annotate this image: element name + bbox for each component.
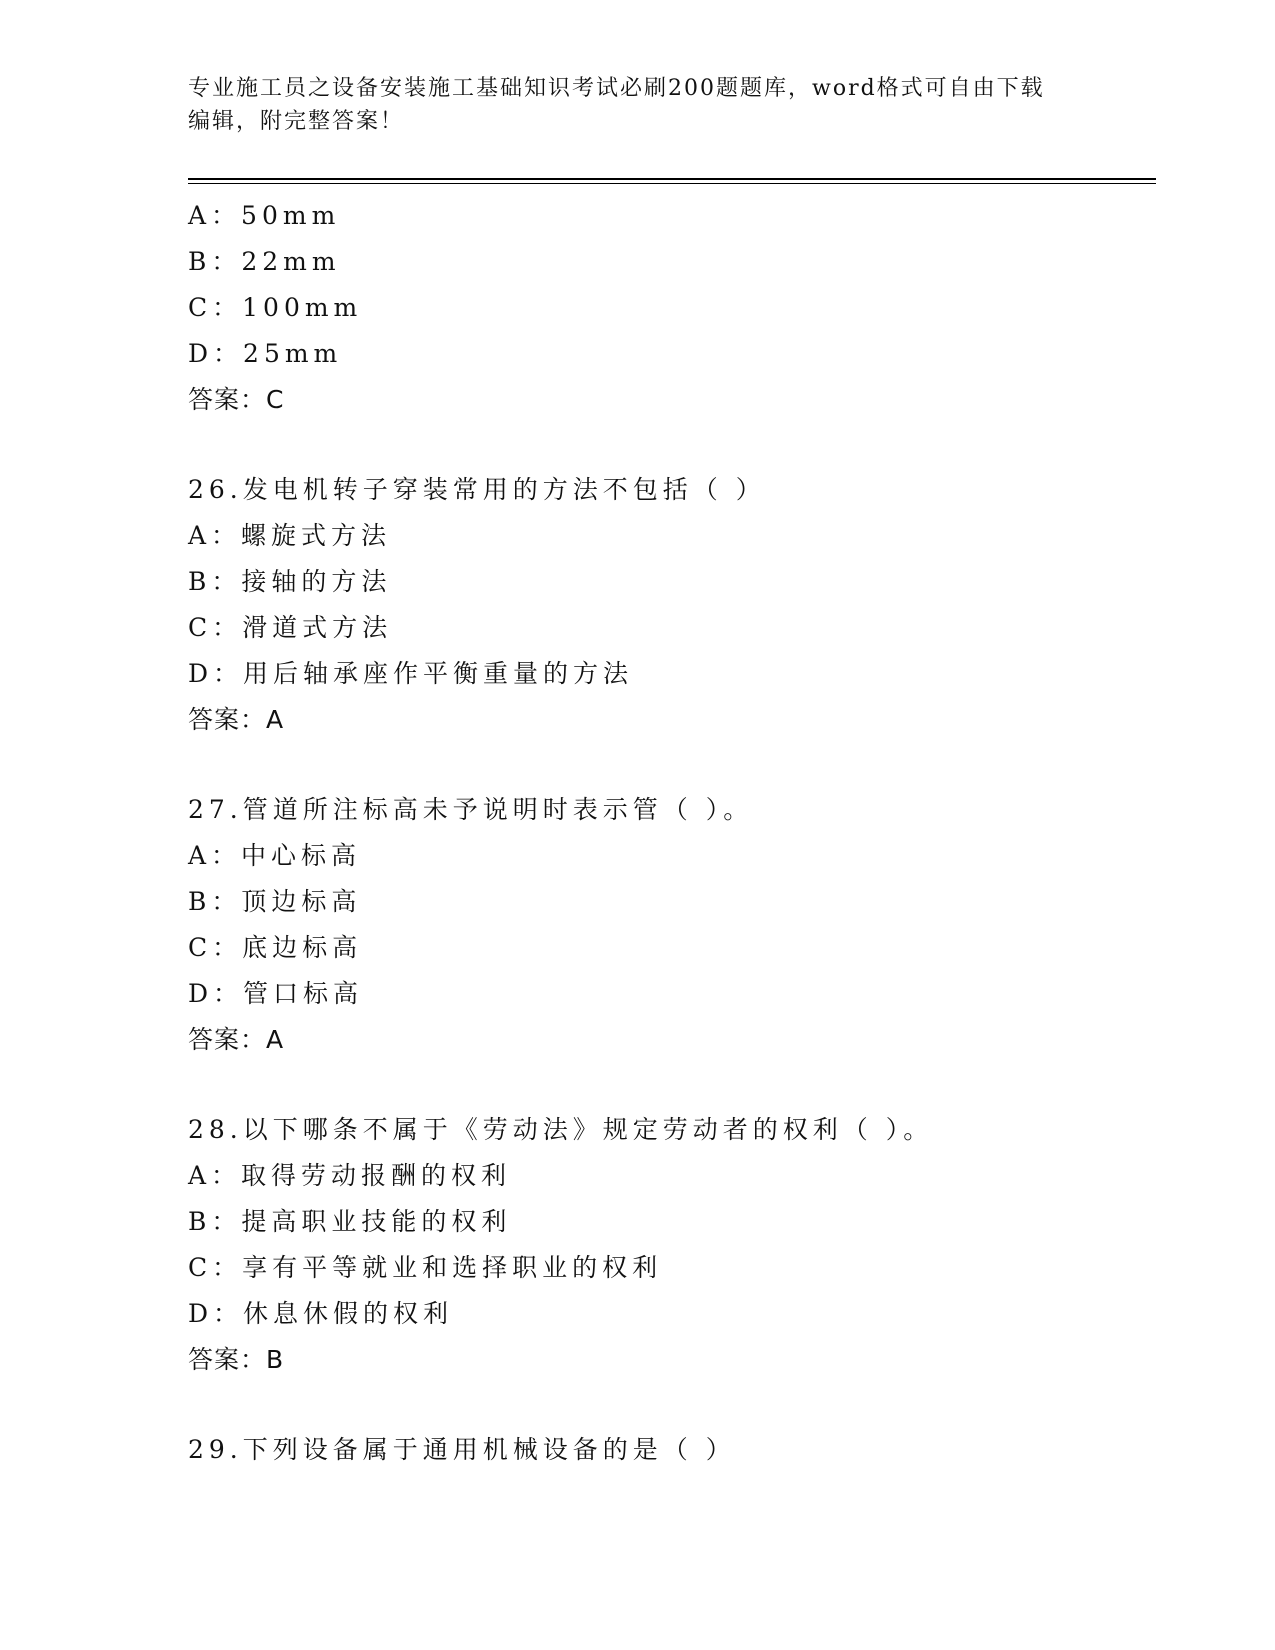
question-title: 26.发电机转子穿装常用的方法不包括（ ）	[188, 475, 766, 504]
header-rule-thin	[188, 183, 1156, 184]
header-rule-thick	[188, 178, 1156, 180]
block-spacer	[188, 1383, 1156, 1427]
question-block-26	[188, 467, 1156, 743]
question-title: 27.管道所注标高未予说明时表示管（ ）。	[188, 795, 754, 824]
question-title: 28.以下哪条不属于《劳动法》规定劳动者的权利（ ）。	[188, 1115, 934, 1144]
question-block-29	[188, 1427, 1156, 1473]
question-block-28	[188, 1107, 1156, 1383]
option-d: D：用后轴承座作平衡重量的方法	[188, 659, 634, 688]
header-line-2: 编辑，附完整答案！	[188, 109, 405, 134]
option-b: B：提高职业技能的权利	[188, 1207, 512, 1236]
block-spacer	[188, 423, 1156, 467]
option-b: B：接轴的方法	[188, 567, 392, 596]
option-a: A：取得劳动报酬的权利	[188, 1161, 512, 1190]
block-spacer	[188, 1063, 1156, 1107]
option-d: D：管口标高	[188, 979, 364, 1008]
document-header	[188, 72, 1088, 138]
answer-line: 答案：B	[188, 1345, 285, 1374]
option-c: C：滑道式方法	[188, 613, 393, 642]
question-title: 29.下列设备属于通用机械设备的是（ ）	[188, 1435, 736, 1464]
option-c: C：享有平等就业和选择职业的权利	[188, 1253, 663, 1282]
option-d: D：休息休假的权利	[188, 1299, 454, 1328]
option-a: A：螺旋式方法	[188, 521, 392, 550]
option-c: C：底边标高	[188, 933, 363, 962]
block-spacer	[188, 743, 1156, 787]
question-list	[188, 193, 1156, 1473]
question-block-25	[188, 193, 1156, 423]
option-b: B：顶边标高	[188, 887, 362, 916]
answer-line: 答案：A	[188, 705, 285, 734]
option-a: A：中心标高	[188, 841, 362, 870]
option-c: C：100mm	[188, 293, 363, 322]
option-b: B：22mm	[188, 247, 341, 276]
answer-line: 答案：A	[188, 1025, 285, 1054]
option-a: A：50mm	[188, 201, 341, 230]
answer-line: 答案：C	[188, 385, 285, 414]
option-d: D：25mm	[188, 339, 343, 368]
header-line-1: 专业施工员之设备安装施工基础知识考试必刷200题题库，word格式可自由下载	[188, 76, 1045, 101]
question-block-27	[188, 787, 1156, 1063]
